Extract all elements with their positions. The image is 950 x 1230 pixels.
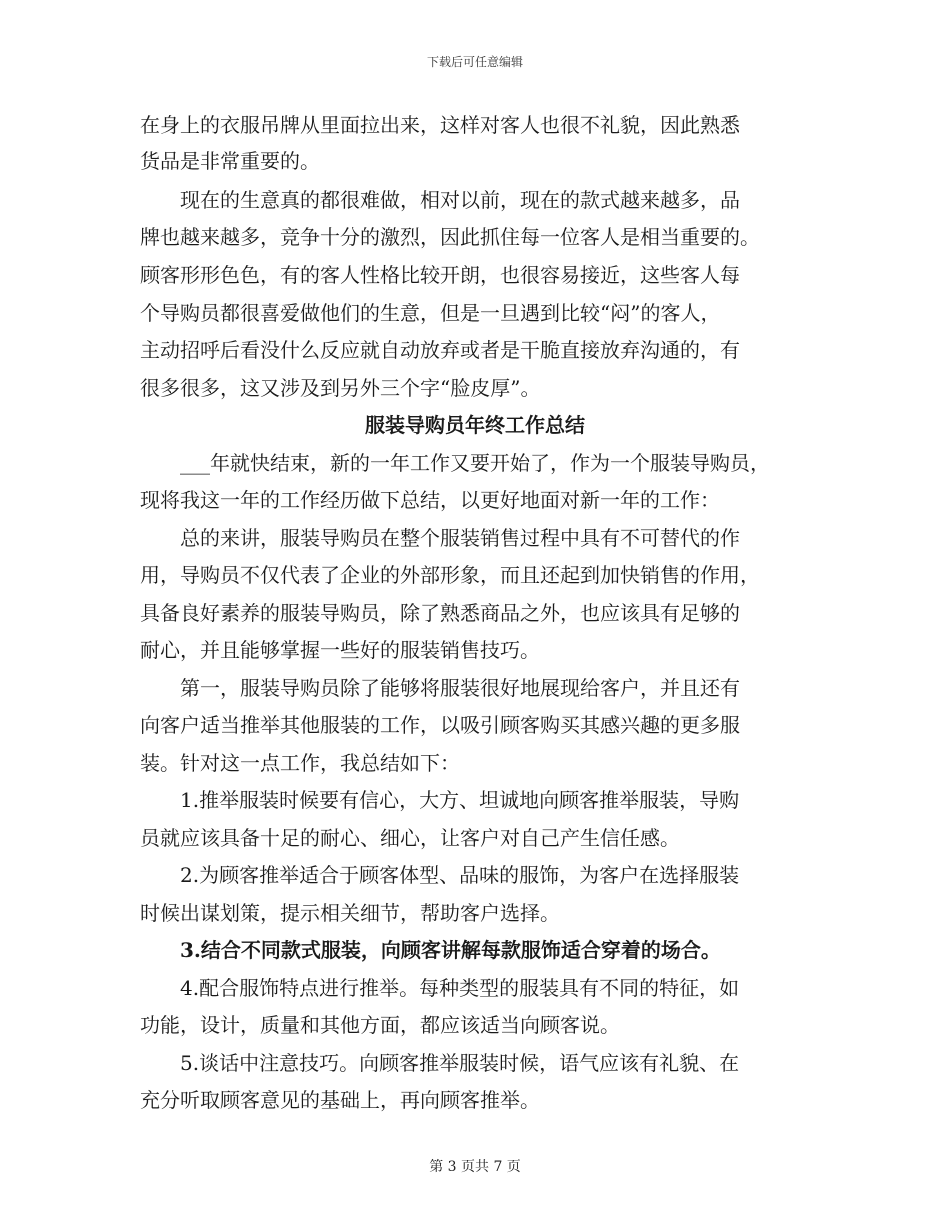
body-line-19: 员就应该具备十足的耐心、细心，让客户对自己产生信任感。 <box>140 826 680 850</box>
body-line-3: 现在的生意真的都很难做，相对以前，现在的款式越来越多，品 <box>140 188 740 212</box>
body-line-1: 在身上的衣服吊牌从里面拉出来，这样对客人也很不礼貌，因此熟悉 <box>140 113 740 137</box>
page-footer: 第 3 页共 7 页 <box>429 1159 521 1175</box>
page-header: 下载后可任意编辑 <box>426 55 523 69</box>
body-line-14: 耐心，并且能够掌握一些好的服装销售技巧。 <box>140 638 540 662</box>
body-line-6: 个导购员都很喜爱做他们的生意，但是一旦遇到比较“闷”的客人， <box>140 301 721 325</box>
body-line-9: ___年就快结束，新的一年工作又要开始了，作为一个服装导购员， <box>140 451 770 475</box>
body-line-18: 1.推举服装时候要有信心，大方、坦诚地向顾客推举服装，导购 <box>140 788 740 812</box>
body-line-5: 顾客形形色色，有的客人性格比较开朗，也很容易接近，这些客人每 <box>140 263 740 287</box>
body-line-2: 货品是非常重要的。 <box>140 149 320 173</box>
body-line-24: 功能，设计，质量和其他方面，都应该适当向顾客说。 <box>140 1013 620 1037</box>
section-title: 服装导购员年终工作总结 <box>365 413 585 437</box>
body-line-25: 5.谈话中注意技巧。向顾客推举服装时候，语气应该有礼貌、在 <box>140 1051 740 1075</box>
body-line-8: 很多很多，这又涉及到另外三个字“脸皮厚”。 <box>140 376 541 400</box>
body-line-26: 充分听取顾客意见的基础上，再向顾客推举。 <box>140 1088 540 1112</box>
body-line-21: 时候出谋划策，提示相关细节，帮助客户选择。 <box>140 901 560 925</box>
body-line-22-bold: 3.结合不同款式服装，向顾客讲解每款服饰适合穿着的场合。 <box>140 938 721 962</box>
body-line-10: 现将我这一年的工作经历做下总结，以更好地面对新一年的工作： <box>140 488 720 512</box>
body-line-16: 向客户适当推举其他服装的工作，以吸引顾客购买其感兴趣的更多服 <box>140 713 740 737</box>
body-line-17: 装。针对这一点工作，我总结如下： <box>140 751 460 775</box>
body-line-13: 具备良好素养的服装导购员，除了熟悉商品之外，也应该具有足够的 <box>140 601 740 625</box>
body-line-4: 牌也越来越多，竞争十分的激烈，因此抓住每一位客人是相当重要的。 <box>140 225 760 249</box>
body-line-7: 主动招呼后看没什么反应就自动放弃或者是干脆直接放弃沟通的，有 <box>140 338 740 362</box>
body-line-11: 总的来讲，服装导购员在整个服装销售过程中具有不可替代的作 <box>140 526 740 550</box>
body-line-23: 4.配合服饰特点进行推举。每种类型的服装具有不同的特征，如 <box>140 976 740 1000</box>
body-line-12: 用，导购员不仅代表了企业的外部形象，而且还起到加快销售的作用， <box>140 563 760 587</box>
body-line-20: 2.为顾客推举适合于顾客体型、品味的服饰，为客户在选择服装 <box>140 863 740 887</box>
body-line-15: 第一，服装导购员除了能够将服装很好地展现给客户，并且还有 <box>140 676 740 700</box>
